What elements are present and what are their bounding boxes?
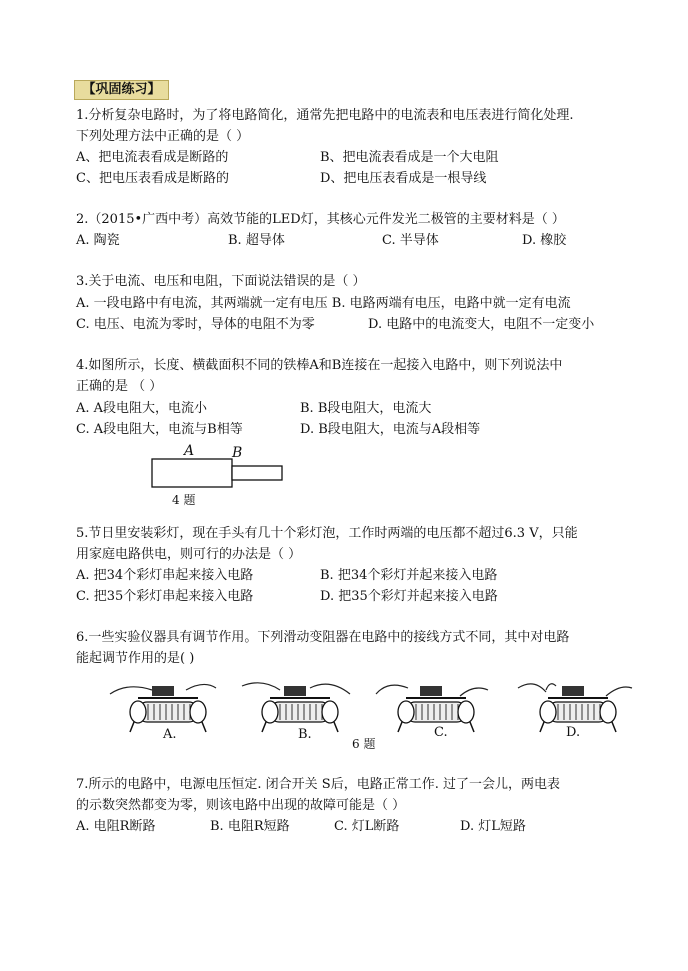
q1-option-d: D、把电压表看成是一根导线 bbox=[320, 171, 487, 186]
q2-option-d: D. 橡胶 bbox=[522, 233, 567, 248]
rod-b bbox=[232, 466, 282, 480]
q3-stem: 3.关于电流、电压和电阻，下面说法错误的是（ ） bbox=[76, 274, 366, 289]
section-header: 【巩固练习】 bbox=[74, 80, 169, 100]
figure-6-caption: 6 题 bbox=[352, 737, 376, 751]
figure-4-iron-rods bbox=[150, 443, 285, 507]
q4-stem-line1: 4.如图所示，长度、横截面积不同的铁棒A和B连接在一起接入电路中，则下列说法中 bbox=[76, 358, 563, 373]
q4-option-b: B. B段电阻大，电流大 bbox=[300, 401, 432, 416]
q5-option-d: D. 把35个彩灯并起来接入电路 bbox=[320, 589, 498, 604]
rheostat-a-label: A. bbox=[163, 727, 177, 742]
q3-option-c: C. 电压、电流为零时，导体的电阻不为零 bbox=[76, 317, 315, 332]
q7-option-a: A. 电阻R断路 bbox=[76, 819, 156, 834]
q5-option-c: C. 把35个彩灯串起来接入电路 bbox=[76, 589, 254, 604]
q2-stem: 2.（2015•广西中考）高效节能的LED灯，其核心元件发光二极管的主要材料是（ ） bbox=[76, 212, 565, 227]
q6-stem-line1: 6.一些实验仪器具有调节作用。下列滑动变阻器在电路中的接线方式不同，其中对电路 bbox=[76, 630, 570, 645]
q5-stem-line2: 用家庭电路供电，则可行的办法是（ ） bbox=[76, 547, 302, 562]
q7-option-b: B. 电阻R短路 bbox=[210, 819, 290, 834]
rod-a bbox=[152, 459, 232, 487]
q2-option-a: A. 陶瓷 bbox=[76, 233, 120, 248]
q1-stem-line2: 下列处理方法中正确的是（ ） bbox=[76, 129, 250, 144]
q3-options-ab: A. 一段电路中有电流，其两端就一定有电压 B. 电路两端有电压，电路中就一定有电流 bbox=[76, 296, 571, 311]
iron-rods-diagram bbox=[150, 443, 285, 503]
q7-option-c: C. 灯L断路 bbox=[334, 819, 400, 834]
q7-option-d: D. 灯L短路 bbox=[460, 819, 526, 834]
q2-option-b: B. 超导体 bbox=[228, 233, 285, 248]
rheostat-b-drawing bbox=[240, 676, 352, 746]
q1-option-a: A、把电流表看成是断路的 bbox=[76, 150, 229, 165]
q4-option-c: C. A段电阻大，电流与B相等 bbox=[76, 422, 243, 437]
q5-option-a: A. 把34个彩灯串起来接入电路 bbox=[76, 568, 254, 583]
q1-option-b: B、把电流表看成是一个大电阻 bbox=[320, 150, 499, 165]
q2-option-c: C. 半导体 bbox=[382, 233, 439, 248]
rheostat-figure-b bbox=[240, 676, 352, 746]
q5-option-b: B. 把34个彩灯并起来接入电路 bbox=[320, 568, 498, 583]
q4-option-d: D. B段电阻大，电流与A段相等 bbox=[300, 422, 481, 437]
q7-stem-line2: 的示数突然都变为零，则该电路中出现的故障可能是（ ） bbox=[76, 798, 406, 813]
rod-b-label: B bbox=[232, 445, 243, 461]
q1-option-c: C、把电压表看成是断路的 bbox=[76, 171, 229, 186]
q3-option-d: D. 电路中的电流变大，电阻不一定变小 bbox=[368, 317, 595, 332]
rod-a-label: A bbox=[184, 443, 195, 459]
figure-4-caption: 4 题 bbox=[172, 493, 196, 507]
rheostat-c-label: C. bbox=[434, 725, 448, 740]
q6-stem-line2: 能起调节作用的是( ) bbox=[76, 651, 195, 666]
rheostat-c-drawing bbox=[374, 676, 490, 746]
rheostat-d-label: D. bbox=[566, 725, 581, 740]
rheostat-b-label: B. bbox=[298, 727, 312, 742]
rheostat-figure-c bbox=[374, 676, 490, 746]
q4-stem-line2: 正确的是 （ ） bbox=[76, 379, 163, 394]
q4-option-a: A. A段电阻大，电流小 bbox=[76, 401, 208, 416]
q5-stem-line1: 5.节日里安装彩灯，现在手头有几十个彩灯泡，工作时两端的电压都不超过6.3 V，只能 bbox=[76, 526, 578, 541]
q1-stem-line1: 1.分析复杂电路时，为了将电路简化，通常先把电路中的电流表和电压表进行简化处理. bbox=[76, 108, 574, 123]
q7-stem-line1: 7.所示的电路中，电源电压恒定. 闭合开关 S后，电路正常工作. 过了一会儿，两电表 bbox=[76, 777, 560, 792]
